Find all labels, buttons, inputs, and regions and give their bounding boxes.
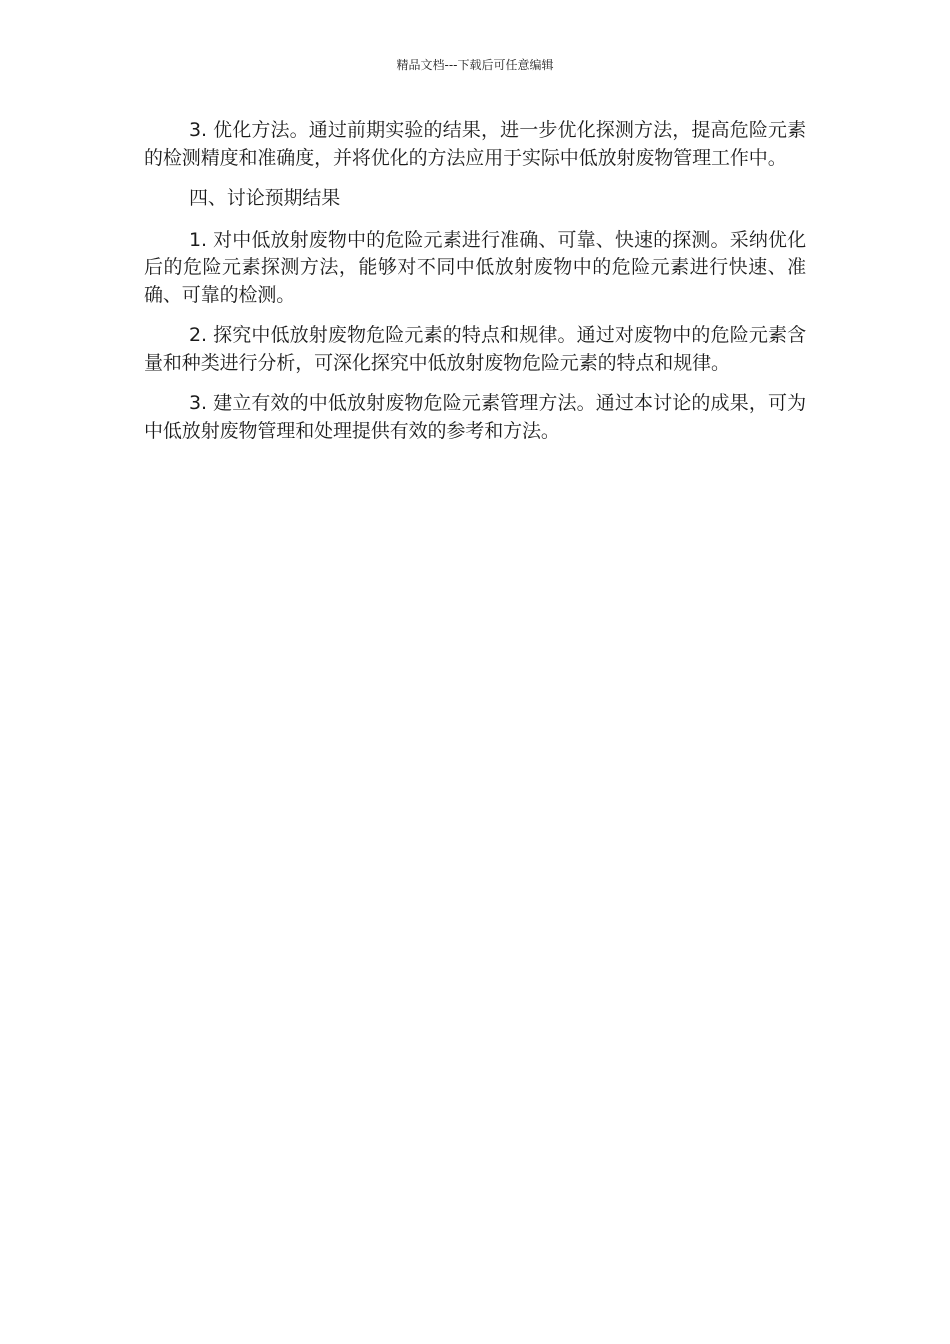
section-heading-expected-results: 四、讨论预期结果 <box>189 187 341 209</box>
paragraph-expected-result-2: 2. 探究中低放射废物危险元素的特点和规律。通过对废物中的危险元素含量和种类进行分析，可深化探究中低放射废物危险元素的特点和规律。 <box>144 324 806 374</box>
document-body <box>144 117 806 458</box>
paragraph-expected-result-1: 1. 对中低放射废物中的危险元素进行准确、可靠、快速的探测。采纳优化后的危险元素探测方法，能够对不同中低放射废物中的危险元素进行快速、准确、可靠的检测。 <box>144 228 806 306</box>
paragraph-expected-result-3: 3. 建立有效的中低放射废物危险元素管理方法。通过本讨论的成果，可为中低放射废物管理和处理提供有效的参考和方法。 <box>144 392 806 442</box>
paragraph-optimization-method: 3. 优化方法。通过前期实验的结果，进一步优化探测方法，提高危险元素的检测精度和准确度，并将优化的方法应用于实际中低放射废物管理工作中。 <box>144 119 806 169</box>
page-header: 精品文档---下载后可任意编辑 <box>396 58 554 72</box>
